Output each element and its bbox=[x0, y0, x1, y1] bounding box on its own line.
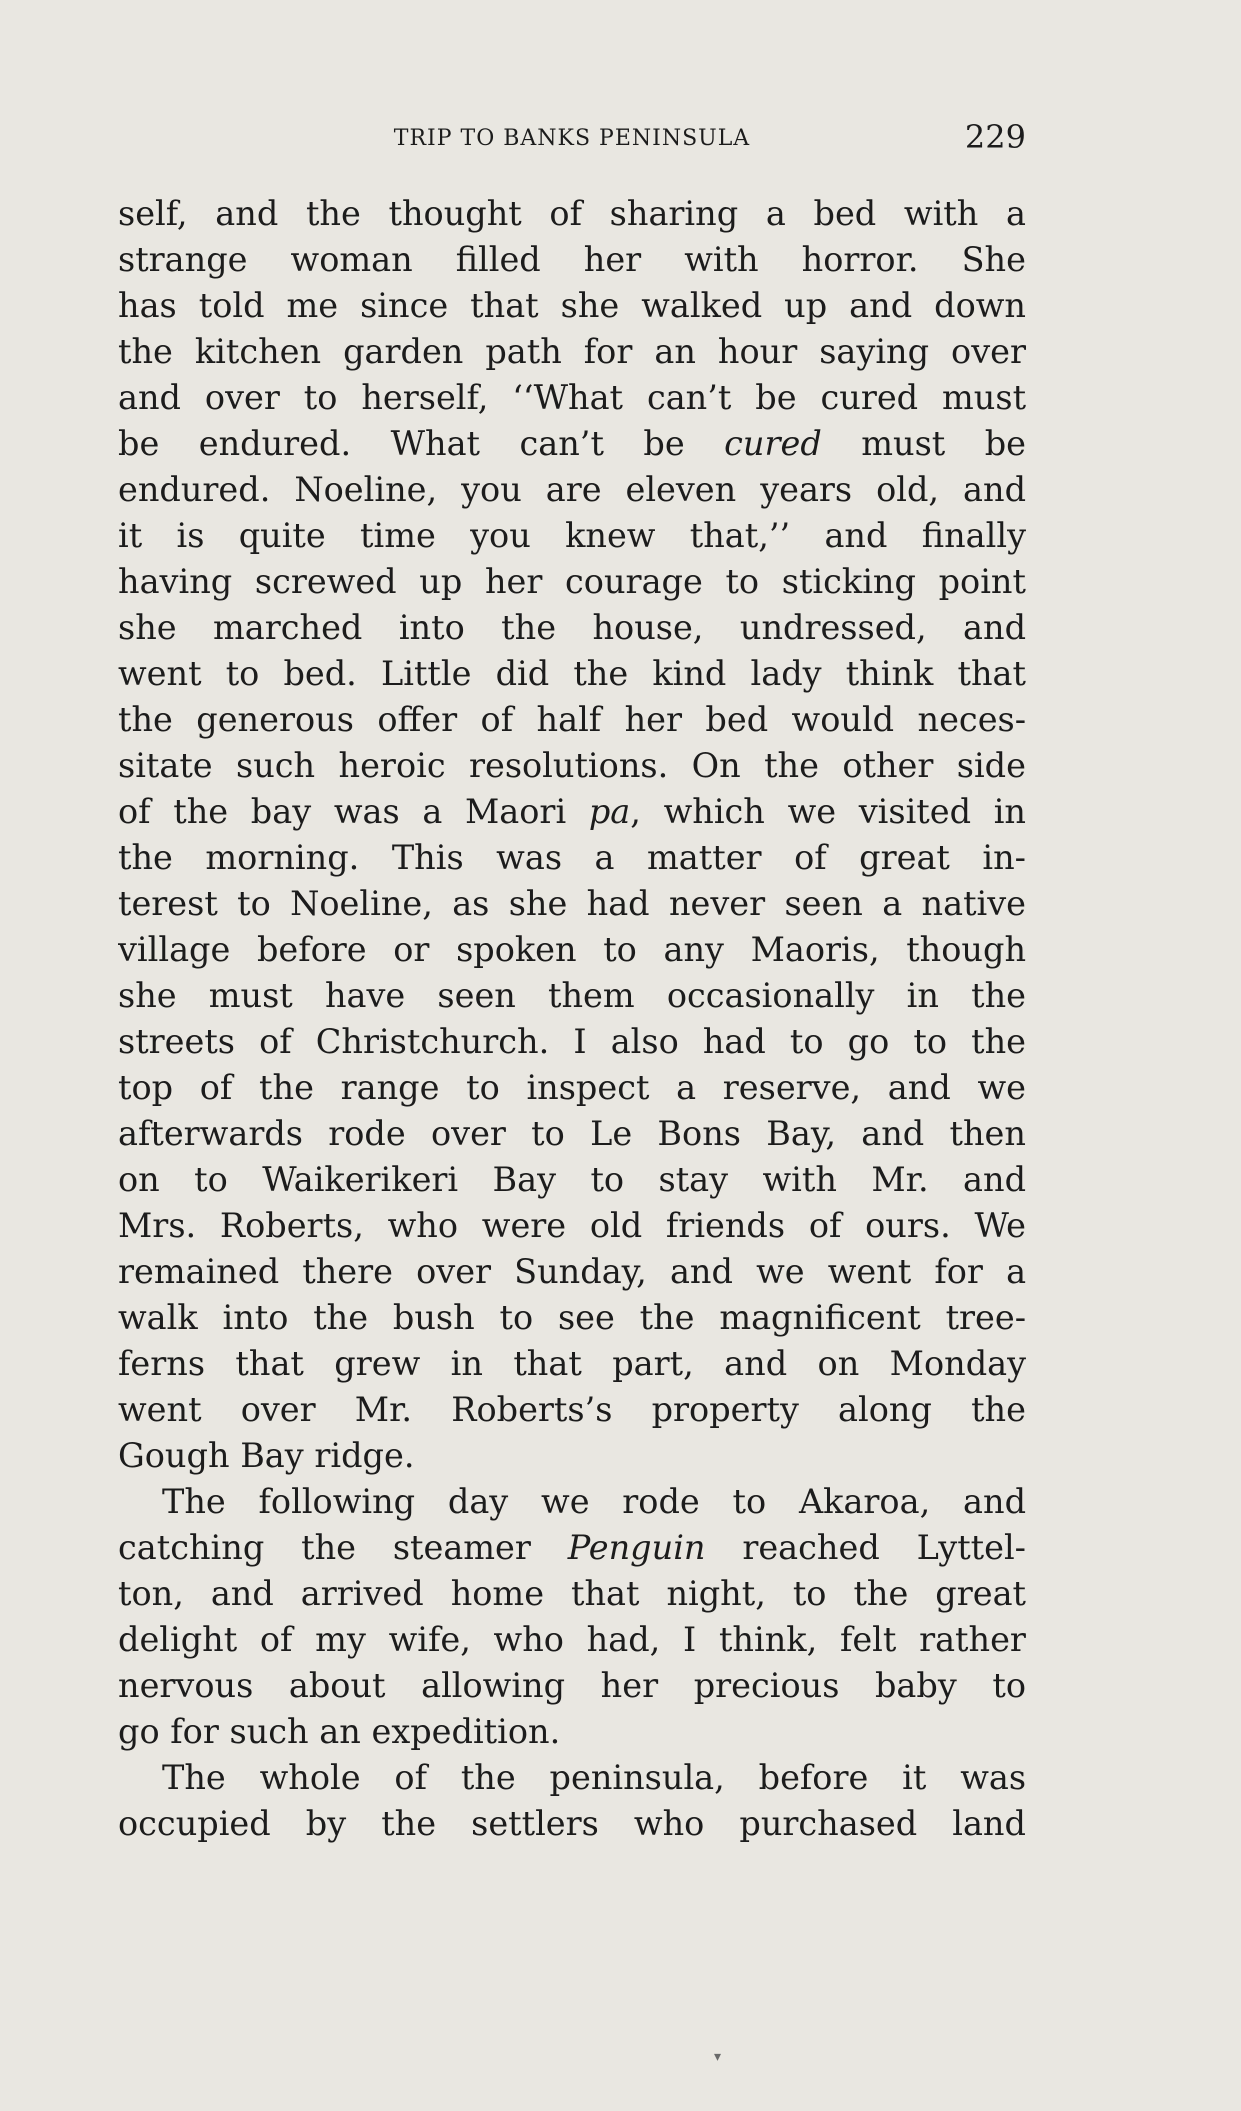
running-head bbox=[118, 118, 1026, 158]
text-line: The following day we rode to Akaroa, and bbox=[162, 1482, 1026, 1521]
text-line: ton, and arrived home that night, to the great bbox=[118, 1574, 1026, 1613]
text-line: the kitchen garden path for an hour saying over bbox=[118, 332, 1026, 371]
text-line: has told me since that she walked up and down bbox=[118, 286, 1026, 325]
text-line: top of the range to inspect a reserve, and we bbox=[118, 1068, 1026, 1107]
text-line: delight of my wife, who had, I think, felt rather bbox=[118, 1620, 1026, 1659]
text-line: village before or spoken to any Maoris, though bbox=[118, 930, 1026, 969]
text-line: strange woman filled her with horror. She bbox=[118, 240, 1026, 279]
page-number: 229 bbox=[964, 118, 1026, 156]
footer-mark: ▾ bbox=[714, 2049, 722, 2065]
text-line: the generous offer of half her bed would neces- bbox=[118, 700, 1026, 739]
text-line: having screwed up her courage to sticking point bbox=[118, 562, 1026, 601]
text-line: it is quite time you knew that,’’ and finally bbox=[118, 516, 1026, 555]
text-line: she marched into the house, undressed, and bbox=[118, 608, 1026, 647]
text-line: be endured. What can’t be cured must be bbox=[118, 424, 1026, 463]
text-line: ferns that grew in that part, and on Monday bbox=[118, 1344, 1026, 1383]
running-title: TRIP TO BANKS PENINSULA bbox=[393, 126, 751, 151]
text-line: streets of Christchurch. I also had to go to the bbox=[118, 1022, 1026, 1061]
text-line: go for such an expedition. bbox=[118, 1712, 561, 1751]
text-line: went over Mr. Roberts’s property along the bbox=[118, 1390, 1026, 1429]
text-line: self, and the thought of sharing a bed with a bbox=[118, 194, 1026, 233]
text-line: sitate such heroic resolutions. On the other side bbox=[118, 746, 1026, 785]
text-line: endured. Noeline, you are eleven years old, and bbox=[118, 470, 1026, 509]
text-line: the morning. This was a matter of great in- bbox=[118, 838, 1026, 877]
paragraph bbox=[118, 191, 1026, 1479]
text-line: and over to herself, ‘‘What can’t be cured must bbox=[118, 378, 1026, 417]
body-text bbox=[118, 191, 1026, 1847]
text-line: went to bed. Little did the kind lady think that bbox=[118, 654, 1026, 693]
paragraph bbox=[118, 1755, 1026, 1847]
text-line: Gough Bay ridge. bbox=[118, 1436, 415, 1475]
text-line: of the bay was a Maori pa, which we visited in bbox=[118, 792, 1026, 831]
text-line: Mrs. Roberts, who were old friends of ours. We bbox=[118, 1206, 1026, 1245]
paragraph bbox=[118, 1479, 1026, 1755]
text-line: afterwards rode over to Le Bons Bay, and then bbox=[118, 1114, 1026, 1153]
text-line: The whole of the peninsula, before it was bbox=[162, 1758, 1026, 1797]
text-line: remained there over Sunday, and we went for a bbox=[118, 1252, 1026, 1291]
text-line: on to Waikerikeri Bay to stay with Mr. and bbox=[118, 1160, 1026, 1199]
text-line: catching the steamer Penguin reached Lyttel- bbox=[118, 1528, 1026, 1567]
text-line: nervous about allowing her precious baby to bbox=[118, 1666, 1026, 1705]
text-line: walk into the bush to see the magnificent tree- bbox=[118, 1298, 1026, 1337]
text-line: occupied by the settlers who purchased land bbox=[118, 1804, 1026, 1843]
text-line: terest to Noeline, as she had never seen a native bbox=[118, 884, 1026, 923]
text-line: she must have seen them occasionally in the bbox=[118, 976, 1026, 1015]
